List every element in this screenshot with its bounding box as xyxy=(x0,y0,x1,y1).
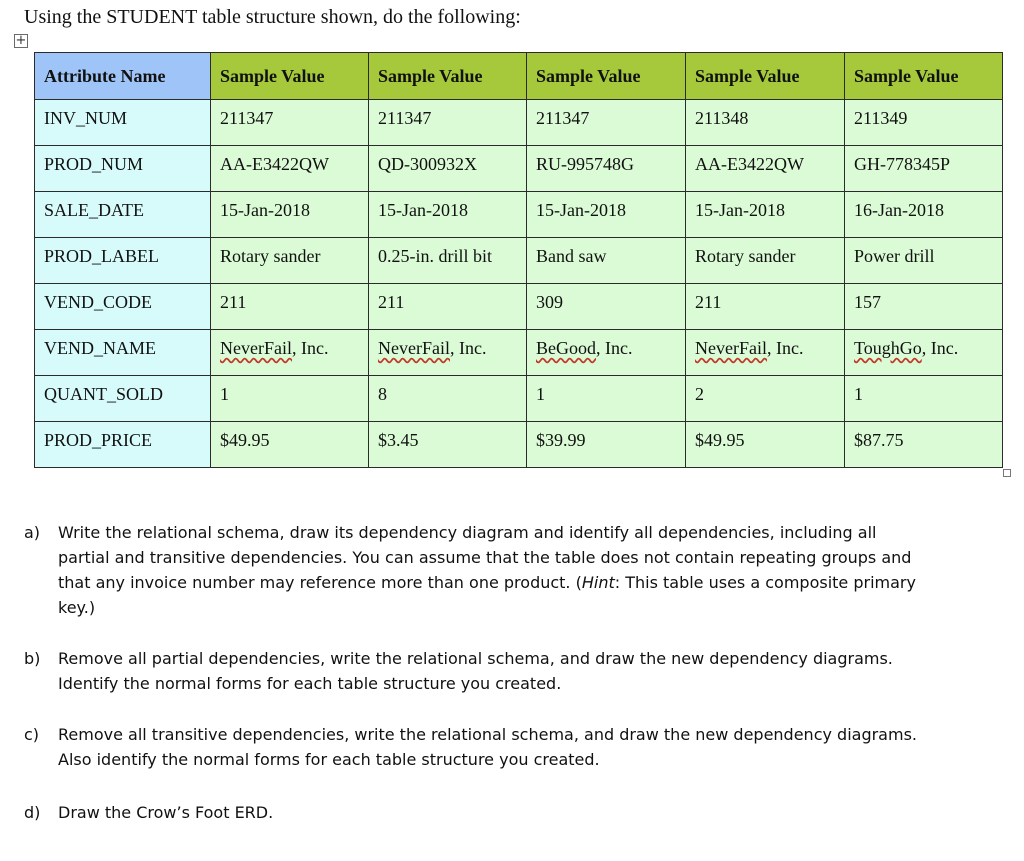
attribute-cell: VEND_NAME xyxy=(35,330,211,376)
value-cell: 1 xyxy=(211,376,369,422)
question-text: Remove all transitive dependencies, write the relational schema, and draw the new dependency diagrams. Also identify the normal forms for each table structure you created. xyxy=(58,725,917,769)
value-cell: $39.99 xyxy=(527,422,686,468)
value-cell: Power drill xyxy=(845,238,1003,284)
value-cell: 211347 xyxy=(527,100,686,146)
table-row xyxy=(35,422,1003,468)
value-cell: 8 xyxy=(369,376,527,422)
value-cell: 15-Jan-2018 xyxy=(211,192,369,238)
table-row xyxy=(35,146,1003,192)
vendor-name: NeverFail xyxy=(378,338,450,358)
value-cell: Band saw xyxy=(527,238,686,284)
value-cell: AA-E3422QW xyxy=(686,146,845,192)
attribute-cell: SALE_DATE xyxy=(35,192,211,238)
table-row xyxy=(35,238,1003,284)
value-cell: $49.95 xyxy=(211,422,369,468)
resize-handle-icon[interactable] xyxy=(1003,469,1011,477)
table-row xyxy=(35,376,1003,422)
value-cell: 15-Jan-2018 xyxy=(527,192,686,238)
question-label: c) xyxy=(24,725,40,744)
question-text-part: Write the relational schema, draw its dependency diagram and identify all dependencies, including all partial and transitive dependencies. You can assume that the table does not contain repeating groups and that any invoice number may reference more than one product. ( xyxy=(58,523,912,592)
value-cell: 1 xyxy=(845,376,1003,422)
table-row xyxy=(35,192,1003,238)
value-cell: RU-995748G xyxy=(527,146,686,192)
table-row xyxy=(35,330,1003,376)
header-sample-value: Sample Value xyxy=(845,53,1003,100)
value-cell: 15-Jan-2018 xyxy=(686,192,845,238)
value-cell: GH-778345P xyxy=(845,146,1003,192)
header-row xyxy=(35,53,1003,100)
value-cell: 211348 xyxy=(686,100,845,146)
table-row xyxy=(35,284,1003,330)
vendor-suffix: , Inc. xyxy=(449,338,487,358)
vendor-name: BeGood xyxy=(536,338,596,358)
attribute-cell: QUANT_SOLD xyxy=(35,376,211,422)
value-cell: 16-Jan-2018 xyxy=(845,192,1003,238)
value-cell: 211 xyxy=(211,284,369,330)
value-cell xyxy=(369,330,527,376)
vendor-suffix: , Inc. xyxy=(766,338,804,358)
question-label: b) xyxy=(24,649,41,668)
value-cell: 0.25-in. drill bit xyxy=(369,238,527,284)
header-attribute-name: Attribute Name xyxy=(35,53,211,100)
header-sample-value: Sample Value xyxy=(686,53,845,100)
question-label: a) xyxy=(24,523,41,542)
student-table xyxy=(34,52,1003,468)
value-cell: 211349 xyxy=(845,100,1003,146)
question-text-part: : This table uses a composite primary key.) xyxy=(58,573,916,617)
value-cell: $49.95 xyxy=(686,422,845,468)
value-cell: Rotary sander xyxy=(211,238,369,284)
value-cell: QD-300932X xyxy=(369,146,527,192)
value-cell: AA-E3422QW xyxy=(211,146,369,192)
value-cell: $87.75 xyxy=(845,422,1003,468)
value-cell: 309 xyxy=(527,284,686,330)
question-c xyxy=(24,722,924,772)
table-row xyxy=(35,100,1003,146)
header-sample-value: Sample Value xyxy=(211,53,369,100)
header-sample-value: Sample Value xyxy=(527,53,686,100)
header-sample-value: Sample Value xyxy=(369,53,527,100)
question-a xyxy=(24,520,924,620)
value-cell xyxy=(845,330,1003,376)
value-cell: 211347 xyxy=(369,100,527,146)
question-text: Draw the Crow’s Foot ERD. xyxy=(58,803,274,822)
value-cell xyxy=(686,330,845,376)
attribute-cell: VEND_CODE xyxy=(35,284,211,330)
attribute-cell: INV_NUM xyxy=(35,100,211,146)
question-b xyxy=(24,646,924,696)
value-cell: Rotary sander xyxy=(686,238,845,284)
vendor-suffix: , Inc. xyxy=(596,338,633,358)
intro-text: Using the STUDENT table structure shown, do the following: xyxy=(24,6,521,28)
vendor-name: ToughGo xyxy=(854,338,922,358)
hint-label: Hint xyxy=(581,573,615,592)
value-cell: 211347 xyxy=(211,100,369,146)
attribute-cell: PROD_PRICE xyxy=(35,422,211,468)
vendor-suffix: , Inc. xyxy=(291,338,329,358)
value-cell: 211 xyxy=(686,284,845,330)
move-handle-icon[interactable]: + xyxy=(15,33,27,48)
question-text: Remove all partial dependencies, write the relational schema, and draw the new dependency diagrams. Identify the normal forms for each table structure you created. xyxy=(58,649,893,693)
table-header xyxy=(35,53,1003,100)
value-cell: 15-Jan-2018 xyxy=(369,192,527,238)
vendor-suffix: , Inc. xyxy=(921,338,959,358)
question-d xyxy=(24,800,273,825)
vendor-name: NeverFail xyxy=(695,338,767,358)
table-body xyxy=(35,100,1003,468)
vendor-name: NeverFail xyxy=(220,338,292,358)
question-text xyxy=(58,520,924,620)
attribute-cell: PROD_LABEL xyxy=(35,238,211,284)
value-cell: $3.45 xyxy=(369,422,527,468)
value-cell xyxy=(527,330,686,376)
attribute-cell: PROD_NUM xyxy=(35,146,211,192)
value-cell: 2 xyxy=(686,376,845,422)
value-cell: 211 xyxy=(369,284,527,330)
value-cell xyxy=(211,330,369,376)
question-label: d) xyxy=(24,803,41,822)
value-cell: 157 xyxy=(845,284,1003,330)
value-cell: 1 xyxy=(527,376,686,422)
